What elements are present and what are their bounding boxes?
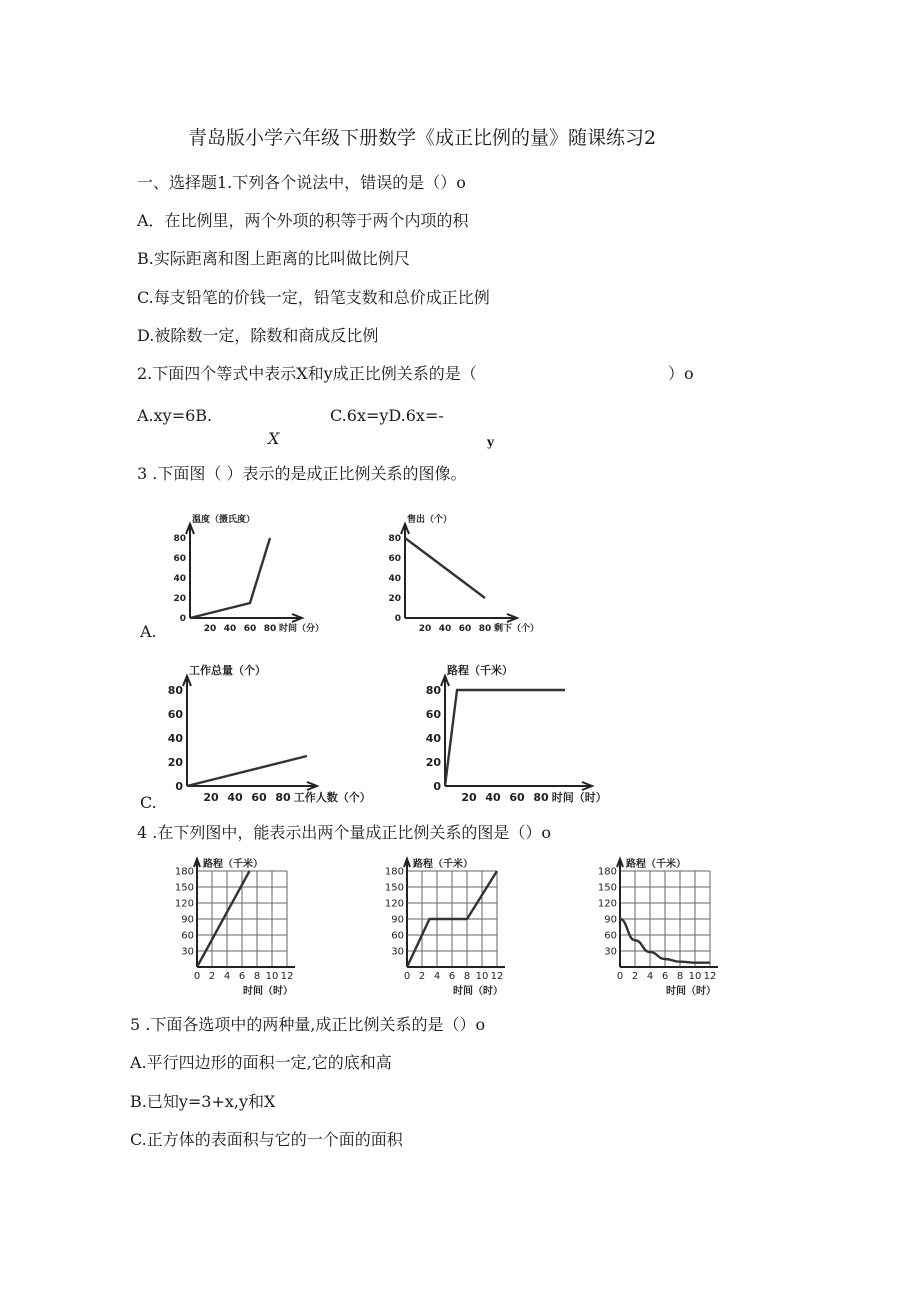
y-tick-label: 60 bbox=[167, 707, 183, 721]
question-2-stem-end: ）o bbox=[668, 364, 694, 383]
y-tick-label: 0 bbox=[394, 614, 401, 625]
x-tick-label: 10 bbox=[688, 971, 702, 982]
y-tick-label: 20 bbox=[173, 594, 186, 605]
y-tick-label: 120 bbox=[384, 898, 404, 910]
x-tick-label: 60 bbox=[243, 624, 257, 634]
x-tick-label: 12 bbox=[490, 971, 504, 982]
y-tick-label: 40 bbox=[425, 731, 441, 745]
x-tick-label: 60 bbox=[509, 791, 525, 804]
y-tick-label: 180 bbox=[174, 866, 194, 878]
y-tick-label: 80 bbox=[425, 683, 441, 697]
x-tick-label: 40 bbox=[438, 624, 452, 634]
y-tick-label: 20 bbox=[388, 594, 401, 605]
y-tick-label: 60 bbox=[391, 930, 404, 942]
y-axis-label: 路程（千米） bbox=[447, 664, 513, 677]
y-tick-label: 60 bbox=[388, 554, 401, 565]
y-tick-label: 30 bbox=[604, 946, 617, 958]
x-tick-label: 4 bbox=[646, 971, 654, 982]
y-tick-label: 0 bbox=[433, 779, 441, 793]
y-tick-label: 180 bbox=[384, 866, 404, 878]
x-tick-label: 0 bbox=[403, 971, 411, 982]
question-2-fraction-x: X bbox=[268, 429, 280, 448]
y-axis-label: 工作总量（个） bbox=[189, 664, 266, 677]
x-tick-label: 60 bbox=[251, 791, 267, 804]
graph-distance-time bbox=[420, 660, 620, 805]
question-5-option-a: A.平行四边形的面积一定,它的底和高 bbox=[130, 1053, 392, 1072]
x-tick-label: 80 bbox=[478, 624, 492, 634]
x-axis-label: 剩下（个） bbox=[494, 624, 540, 634]
y-tick-label: 30 bbox=[391, 946, 404, 958]
x-tick-label: 20 bbox=[461, 791, 477, 804]
grid-graph-straight-line bbox=[175, 858, 305, 998]
y-axis-label: 温度（摄氏度） bbox=[192, 515, 256, 525]
x-tick-label: 0 bbox=[616, 971, 624, 982]
x-axis-label: 时间（时） bbox=[243, 986, 293, 997]
y-tick-label: 0 bbox=[179, 614, 186, 625]
graph-work-total-workers bbox=[165, 660, 371, 805]
x-tick-label: 80 bbox=[263, 624, 277, 634]
grid-graph-broken-line bbox=[385, 858, 515, 998]
question-5-option-b: B.已知y=3+x,y和X bbox=[130, 1092, 276, 1111]
x-axis-label: 时间（时） bbox=[551, 791, 607, 804]
x-tick-label: 12 bbox=[703, 971, 717, 982]
x-tick-label: 8 bbox=[463, 971, 471, 982]
question-1-option-b: B.实际距离和图上距离的比叫做比例尺 bbox=[137, 249, 410, 268]
question-5-stem: 5 .下面各选项中的两种量,成正比例关系的是（）o bbox=[130, 1015, 486, 1034]
x-tick-label: 8 bbox=[676, 971, 684, 982]
x-tick-label: 2 bbox=[631, 971, 639, 982]
y-tick-label: 120 bbox=[597, 898, 617, 910]
x-tick-label: 80 bbox=[533, 791, 549, 804]
y-tick-label: 90 bbox=[181, 914, 194, 926]
y-tick-label: 30 bbox=[181, 946, 194, 958]
y-tick-label: 60 bbox=[181, 930, 194, 942]
x-axis-label: 时间（时） bbox=[453, 986, 503, 997]
x-tick-label: 80 bbox=[275, 791, 291, 804]
graph-sold-remaining bbox=[380, 505, 560, 635]
graph-temperature-time bbox=[165, 505, 345, 635]
x-tick-label: 8 bbox=[253, 971, 261, 982]
y-tick-label: 90 bbox=[604, 914, 617, 926]
x-tick-label: 40 bbox=[227, 791, 243, 804]
data-line bbox=[405, 538, 485, 598]
y-tick-label: 40 bbox=[167, 731, 183, 745]
x-tick-label: 20 bbox=[203, 624, 217, 634]
question-2-options-ab: A.xy=6B. bbox=[137, 406, 213, 425]
y-axis-label: 路程（千米） bbox=[626, 859, 686, 870]
question-2-stem: 2.下面四个等式中表示X和y成正比例关系的是（ bbox=[137, 364, 477, 383]
page-title: 青岛版小学六年级下册数学《成正比例的量》随课练习2 bbox=[188, 127, 657, 149]
x-tick-label: 0 bbox=[193, 971, 201, 982]
x-tick-label: 40 bbox=[485, 791, 501, 804]
question-1-stem: 一、选择题1.下列各个说法中，错误的是（）o bbox=[137, 173, 466, 192]
question-2-options-cd: C.6x=yD.6x=- bbox=[330, 406, 444, 425]
x-axis-label: 时间（时） bbox=[666, 986, 716, 997]
x-tick-label: 20 bbox=[418, 624, 432, 634]
x-axis-label: 工作人数（个） bbox=[293, 791, 371, 804]
y-tick-label: 180 bbox=[597, 866, 617, 878]
y-tick-label: 60 bbox=[425, 707, 441, 721]
x-axis-label: 时间（分） bbox=[279, 624, 325, 634]
data-line bbox=[445, 690, 565, 786]
x-tick-label: 2 bbox=[418, 971, 426, 982]
y-tick-label: 20 bbox=[425, 755, 441, 769]
question-5-option-c: C.正方体的表面积与它的一个面的面积 bbox=[130, 1130, 403, 1149]
question-2-fraction-y: y bbox=[487, 435, 494, 449]
x-tick-label: 10 bbox=[475, 971, 489, 982]
question-1-option-a: A．在比例里，两个外项的积等于两个内项的积 bbox=[137, 211, 469, 230]
x-tick-label: 40 bbox=[223, 624, 237, 634]
x-tick-label: 4 bbox=[433, 971, 441, 982]
x-tick-label: 12 bbox=[280, 971, 294, 982]
x-tick-label: 6 bbox=[238, 971, 246, 982]
y-tick-label: 40 bbox=[388, 574, 401, 585]
y-tick-label: 150 bbox=[384, 882, 404, 894]
x-tick-label: 10 bbox=[265, 971, 279, 982]
x-tick-label: 6 bbox=[661, 971, 669, 982]
x-tick-label: 6 bbox=[448, 971, 456, 982]
question-3-option-a-label: A. bbox=[140, 622, 157, 641]
x-tick-label: 20 bbox=[203, 791, 219, 804]
y-tick-label: 80 bbox=[388, 534, 401, 545]
y-tick-label: 150 bbox=[174, 882, 194, 894]
y-tick-label: 150 bbox=[597, 882, 617, 894]
data-line bbox=[187, 756, 307, 786]
y-axis-label: 路程（千米） bbox=[413, 859, 473, 870]
y-axis-label: 售出（个） bbox=[407, 515, 453, 525]
x-tick-label: 60 bbox=[458, 624, 472, 634]
x-tick-label: 2 bbox=[208, 971, 216, 982]
y-tick-label: 60 bbox=[173, 554, 186, 565]
y-tick-label: 80 bbox=[167, 683, 183, 697]
y-tick-label: 40 bbox=[173, 574, 186, 585]
y-tick-label: 120 bbox=[174, 898, 194, 910]
y-tick-label: 60 bbox=[604, 930, 617, 942]
data-line bbox=[190, 538, 270, 618]
y-tick-label: 80 bbox=[173, 534, 186, 545]
y-axis-label: 路程（千米） bbox=[203, 859, 263, 870]
question-3-option-c-label: C. bbox=[140, 793, 157, 812]
grid-graph-curve bbox=[598, 858, 748, 998]
y-tick-label: 20 bbox=[167, 755, 183, 769]
question-1-option-d: D.被除数一定，除数和商成反比例 bbox=[137, 326, 379, 345]
y-tick-label: 90 bbox=[391, 914, 404, 926]
question-1-option-c: C.每支铅笔的价钱一定，铅笔支数和总价成正比例 bbox=[137, 288, 490, 307]
y-tick-label: 0 bbox=[175, 779, 183, 793]
question-3-stem: 3 .下面图（ ）表示的是成正比例关系的图像。 bbox=[137, 464, 467, 483]
x-tick-label: 4 bbox=[223, 971, 231, 982]
question-4-stem: 4 .在下列图中，能表示出两个量成正比例关系的图是（）o bbox=[137, 823, 551, 842]
